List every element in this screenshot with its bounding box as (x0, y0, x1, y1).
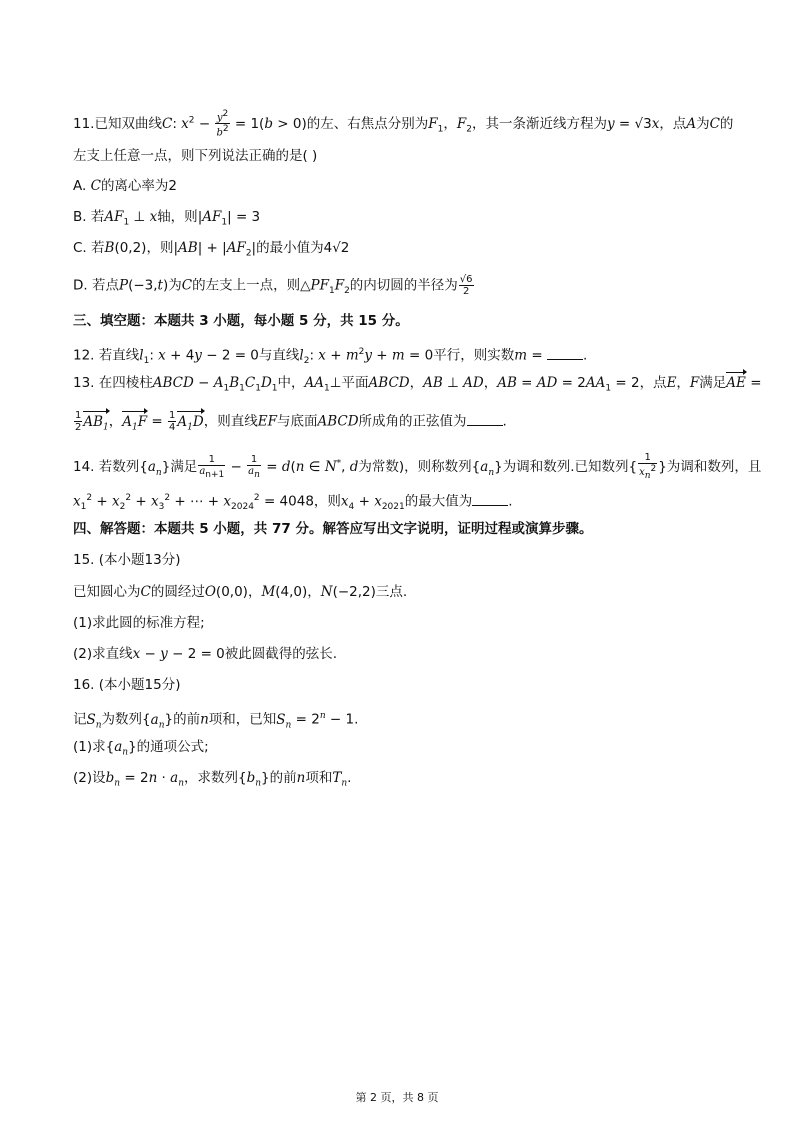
page-footer: 第 2 页，共 8 页 (355, 1091, 439, 1104)
section-3-heading: 三、填空题：本题共 3 小题，每小题 5 分，共 15 分。 (73, 313, 409, 329)
q11-line1: 11.已知双曲线C: $x^2$ − $\frac{y^2}{b^2}$ = 1(b > 0)的左、右焦点分别为$F_1$，$F_2$，其一条渐近线方程为y = √3x，点A为C的 (73, 109, 734, 139)
q16-part2: (2)设$b_n = 2n \cdot a_n$，求数列$\{b_n\}$的前n项和$T_n$. (73, 770, 352, 789)
q14-line1: 14. 若数列$\{a_n\}$满足 $\frac{1}{a_{n+1}}$ − $\frac{1}{a_n}$ = d(n ∈ N*, d为常数)，则称数列$\{a_n\}$为调和数列.已知数列{ $\frac{1}{x_n^2}$ }为调和数列，且 (73, 452, 762, 482)
q11-option-c: C. 若B(0,2)，则$|AB| + |AF_2|$的最小值为4√2 (73, 240, 350, 259)
q11-option-a: A. C的离心率为2 (73, 178, 178, 194)
q16-title: 16. (本小题15分) (73, 677, 181, 693)
answer-blank (467, 413, 503, 426)
answer-blank (547, 347, 583, 360)
q15-title: 15. (本小题13分) (73, 552, 181, 568)
q16-part1: (1)求$\{a_n\}$的通项公式; (73, 739, 209, 758)
answer-blank (472, 493, 508, 506)
q11-option-d: D. 若点P(−3,t)为C的左支上一点，则$\triangle PF_1F_2$的内切圆的半径为 $\frac{√6}{2}$ (73, 274, 473, 297)
q14-line2: $x_1^2 + x_2^2 + x_3^2$ + ⋯ + $x_{2024}^2 = 4048$，则$x_4 + x_{2021}$的最大值为 . (73, 493, 513, 513)
q15-stem: 已知圆心为C的圆经过O(0,0)，M(4,0)，N(−2,2)三点. (73, 584, 408, 600)
section-4-heading: 四、解答题：本题共 5 小题，共 77 分。解答应写出文字说明，证明过程或演算步骤。 (73, 521, 593, 537)
q11-option-b: B. 若$AF_1$ ⊥ x轴，则$|AF_1| = 3$ (73, 209, 261, 228)
q15-part1: (1)求此圆的标准方程; (73, 615, 205, 631)
q13-line2: $\frac{1}{2}$ $AB_1$，$A_1F$ = $\frac{1}{4}$ $A_1D$，则直线EF与底面ABCD所成角的正弦值为 . (73, 410, 734, 436)
q15-part2: (2)求直线x − y − 2 = 0被此圆截得的弦长. (73, 646, 338, 662)
q13-line1: 13. 在四棱柱ABCD − $A_1B_1C_1D_1$中，$AA_1\perp$平面ABCD，AB ⊥ AD，AB = AD = $2AA_1 = 2$，点E，F满足AE = (73, 375, 762, 394)
q16-stem: 记$S_n$为数列$\{a_n\}$的前n项和，已知$S_n = 2^n - 1$. (73, 711, 359, 731)
q11-line2: 左支上任意一点，则下列说法正确的是( ) (73, 148, 318, 164)
q12: 12. 若直线$l_1$: x + 4y − 2 = 0与直线$l_2$: $x + m^2y + m = 0$平行，则实数m = . (73, 347, 588, 367)
